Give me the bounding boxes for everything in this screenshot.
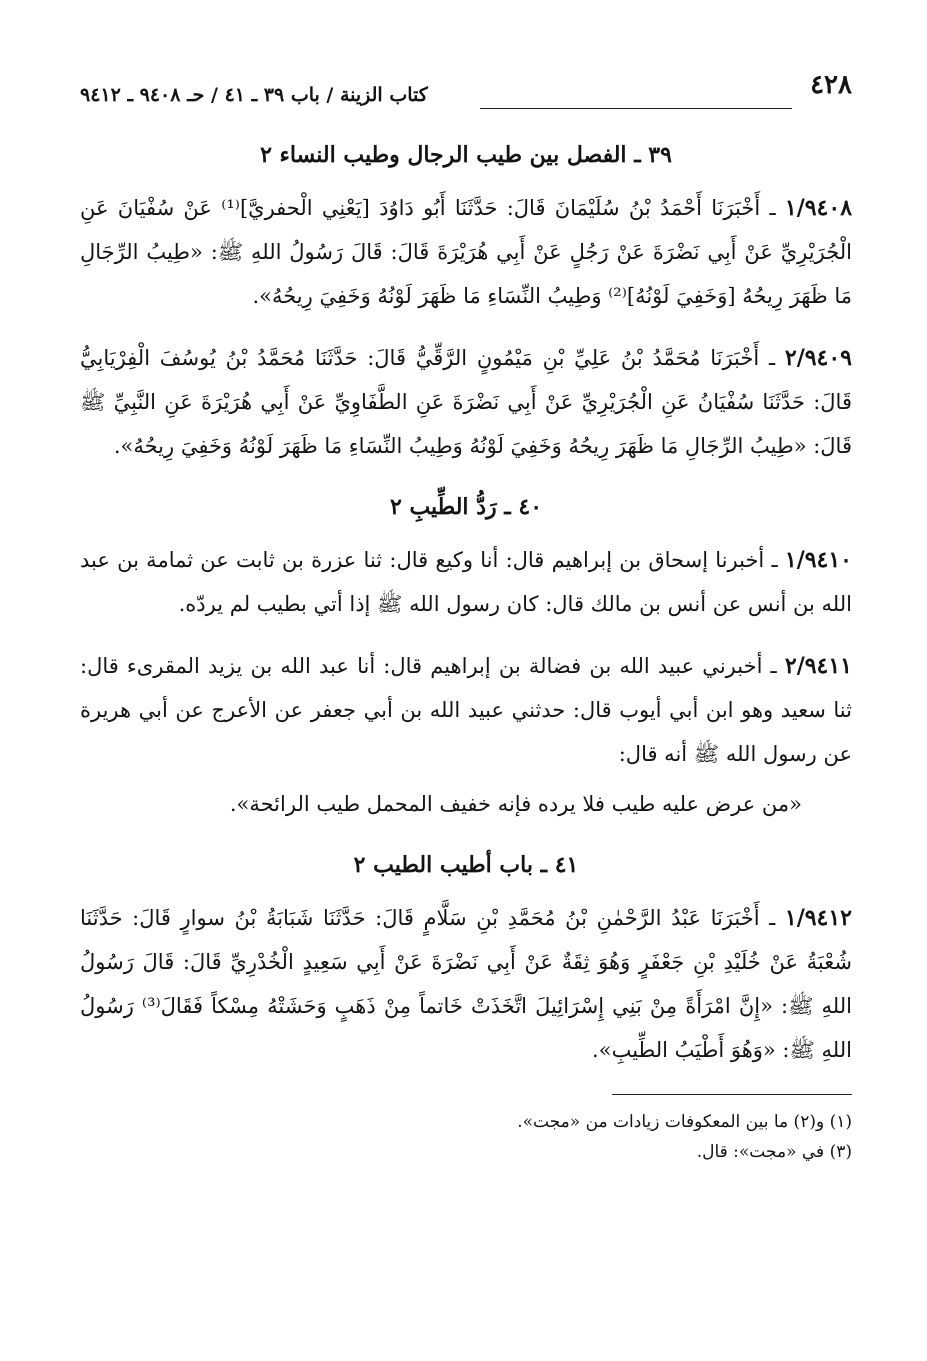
footnote-2: (٣) في «مجت»: قال.: [696, 1142, 852, 1162]
running-title: كتاب الزينة / باب ٣٩ ـ ٤١ / حـ ٩٤٠٨ ـ ٩٤١٢: [80, 84, 436, 106]
page-number: ٤٢٨: [810, 70, 852, 100]
hadith-number: ١/٩٤٠٨: [784, 195, 853, 221]
hadith-number: ٢/٩٤١١: [784, 653, 852, 679]
chapter-title-39: ٣٩ ـ الفصل بين طيب الرجال وطيب النساء ٢: [260, 142, 672, 168]
hadith-quote: «من عرض عليه طيب فلا يرده فإنه خفيف المحمل طيب الرائحة».: [229, 792, 802, 816]
hadith-9410: [80, 538, 852, 626]
hadith-9412: [80, 896, 852, 1072]
hadith-9411: [80, 644, 852, 776]
hadith-number: ١/٩٤١٠: [784, 547, 852, 573]
page: [80, 62, 852, 1167]
hadith-text: ـ أَخْبَرَنَا مُحَمَّدُ بْنُ عَلِيِّ بْنِ مَيْمُونٍ الرَّقِّيُّ قَالَ: حَدَّثَنَا مُحَمَّدُ بْنُ يُوسُفَ الْفِرْيَابِيُّ قَالَ: حَدَّثَنَا سُفْيَانُ عَنِ الْجُرَيْرِيِّ عَنْ أَبِي نَضْرَةَ عَنِ الطَّفَاوِيِّ عَنْ أَبِي هُرَيْرَةَ عَنِ النَّبِيِّ ﷺ قَالَ: «طِيبُ الرِّجَالِ مَا ظَهَرَ رِيحُهُ وَخَفِيَ لَوْنُهُ وَطِيبُ النِّسَاءِ مَا ظَهَرَ لَوْنُهُ وَخَفِيَ رِيحُهُ».: [80, 346, 852, 458]
hadith-text: ـ أَخْبَرَنَا عَبْدُ الرَّحْمٰنِ بْنُ مُحَمَّدِ بْنِ سَلَّامٍ قَالَ: حَدَّثَنَا شَبَابَةُ بْنُ سوارٍ قَالَ: حَدَّثَنَا شُعْبَةُ عَنْ خُلَيْدِ بْنِ جَعْفَرٍ وَهُوَ ثِقَةٌ عَنْ أَبِي نَضْرَةَ عَنْ أَبِي سَعِيدٍ الْخُدْرِيِّ قَالَ: قَالَ رَسُولُ اللهِ ﷺ: «إِنَّ امْرَأَةً مِنْ بَنِي إِسْرَائِيلَ اتَّخَذَتْ خَاتماً مِنْ ذَهَبٍ وَحَشَتْهُ مِسْكاً فَقَالَ⁽³⁾ رَسُولُ اللهِ ﷺ: «وَهُوَ أَطْيَبُ الطِّيبِ».: [80, 906, 852, 1062]
hadith-text: ـ أخبرني عبيد الله بن فضالة بن إبراهيم قال: أنا عبد الله بن يزيد المقرىء قال: ثنا سعيد وهو ابن أبي أيوب قال: حدثني عبيد الله بن أبي جعفر عن الأعرج عن أبي هريرة عن رسول الله ﷺ أنه قال:: [80, 654, 852, 766]
hadith-text: ـ أَخْبَرَنَا أَحْمَدُ بْنُ سُلَيْمَانَ قَالَ: حَدَّثَنَا أَبُو دَاوُدَ [يَعْنِي الْحفريَّ]⁽¹⁾ عَنْ سُفْيَانَ عَنِ الْجُرَيْرِيِّ عَنْ أَبِي نَضْرَةَ عَنْ رَجُلٍ عَنْ أَبِي هُرَيْرَةَ قَالَ: قَالَ رَسُولُ اللهِ ﷺ: «طِيبُ الرِّجَالِ مَا ظَهَرَ رِيحُهُ [وَخَفِيَ لَوْنُهُ]⁽²⁾ وَطِيبُ النِّسَاءِ مَا ظَهَرَ لَوْنُهُ وَخَفِيَ رِيحُهُ».: [80, 196, 852, 308]
hadith-9408: [80, 186, 852, 318]
footnote-1: (١) و(٢) ما بين المعكوفات زيادات من «مجت».: [517, 1112, 852, 1132]
hadith-number: ١/٩٤١٢: [784, 905, 852, 931]
hadith-9409: [80, 336, 852, 468]
chapter-title-41: ٤١ ـ باب أطيب الطيب ٢: [353, 852, 579, 878]
footnote-rule: [612, 1094, 852, 1095]
chapter-title-40: ٤٠ ـ رَدُّ الطِّيبِ ٢: [389, 494, 543, 520]
header-rule: [480, 108, 792, 109]
running-header: [80, 62, 852, 106]
hadith-text: ـ أخبرنا إسحاق بن إبراهيم قال: أنا وكيع قال: ثنا عزرة بن ثابت عن ثمامة بن عبد الله بن أنس عن أنس بن مالك قال: كان رسول الله ﷺ إذا أتي بطيب لم يردّه.: [80, 548, 852, 616]
hadith-number: ٢/٩٤٠٩: [784, 345, 852, 371]
